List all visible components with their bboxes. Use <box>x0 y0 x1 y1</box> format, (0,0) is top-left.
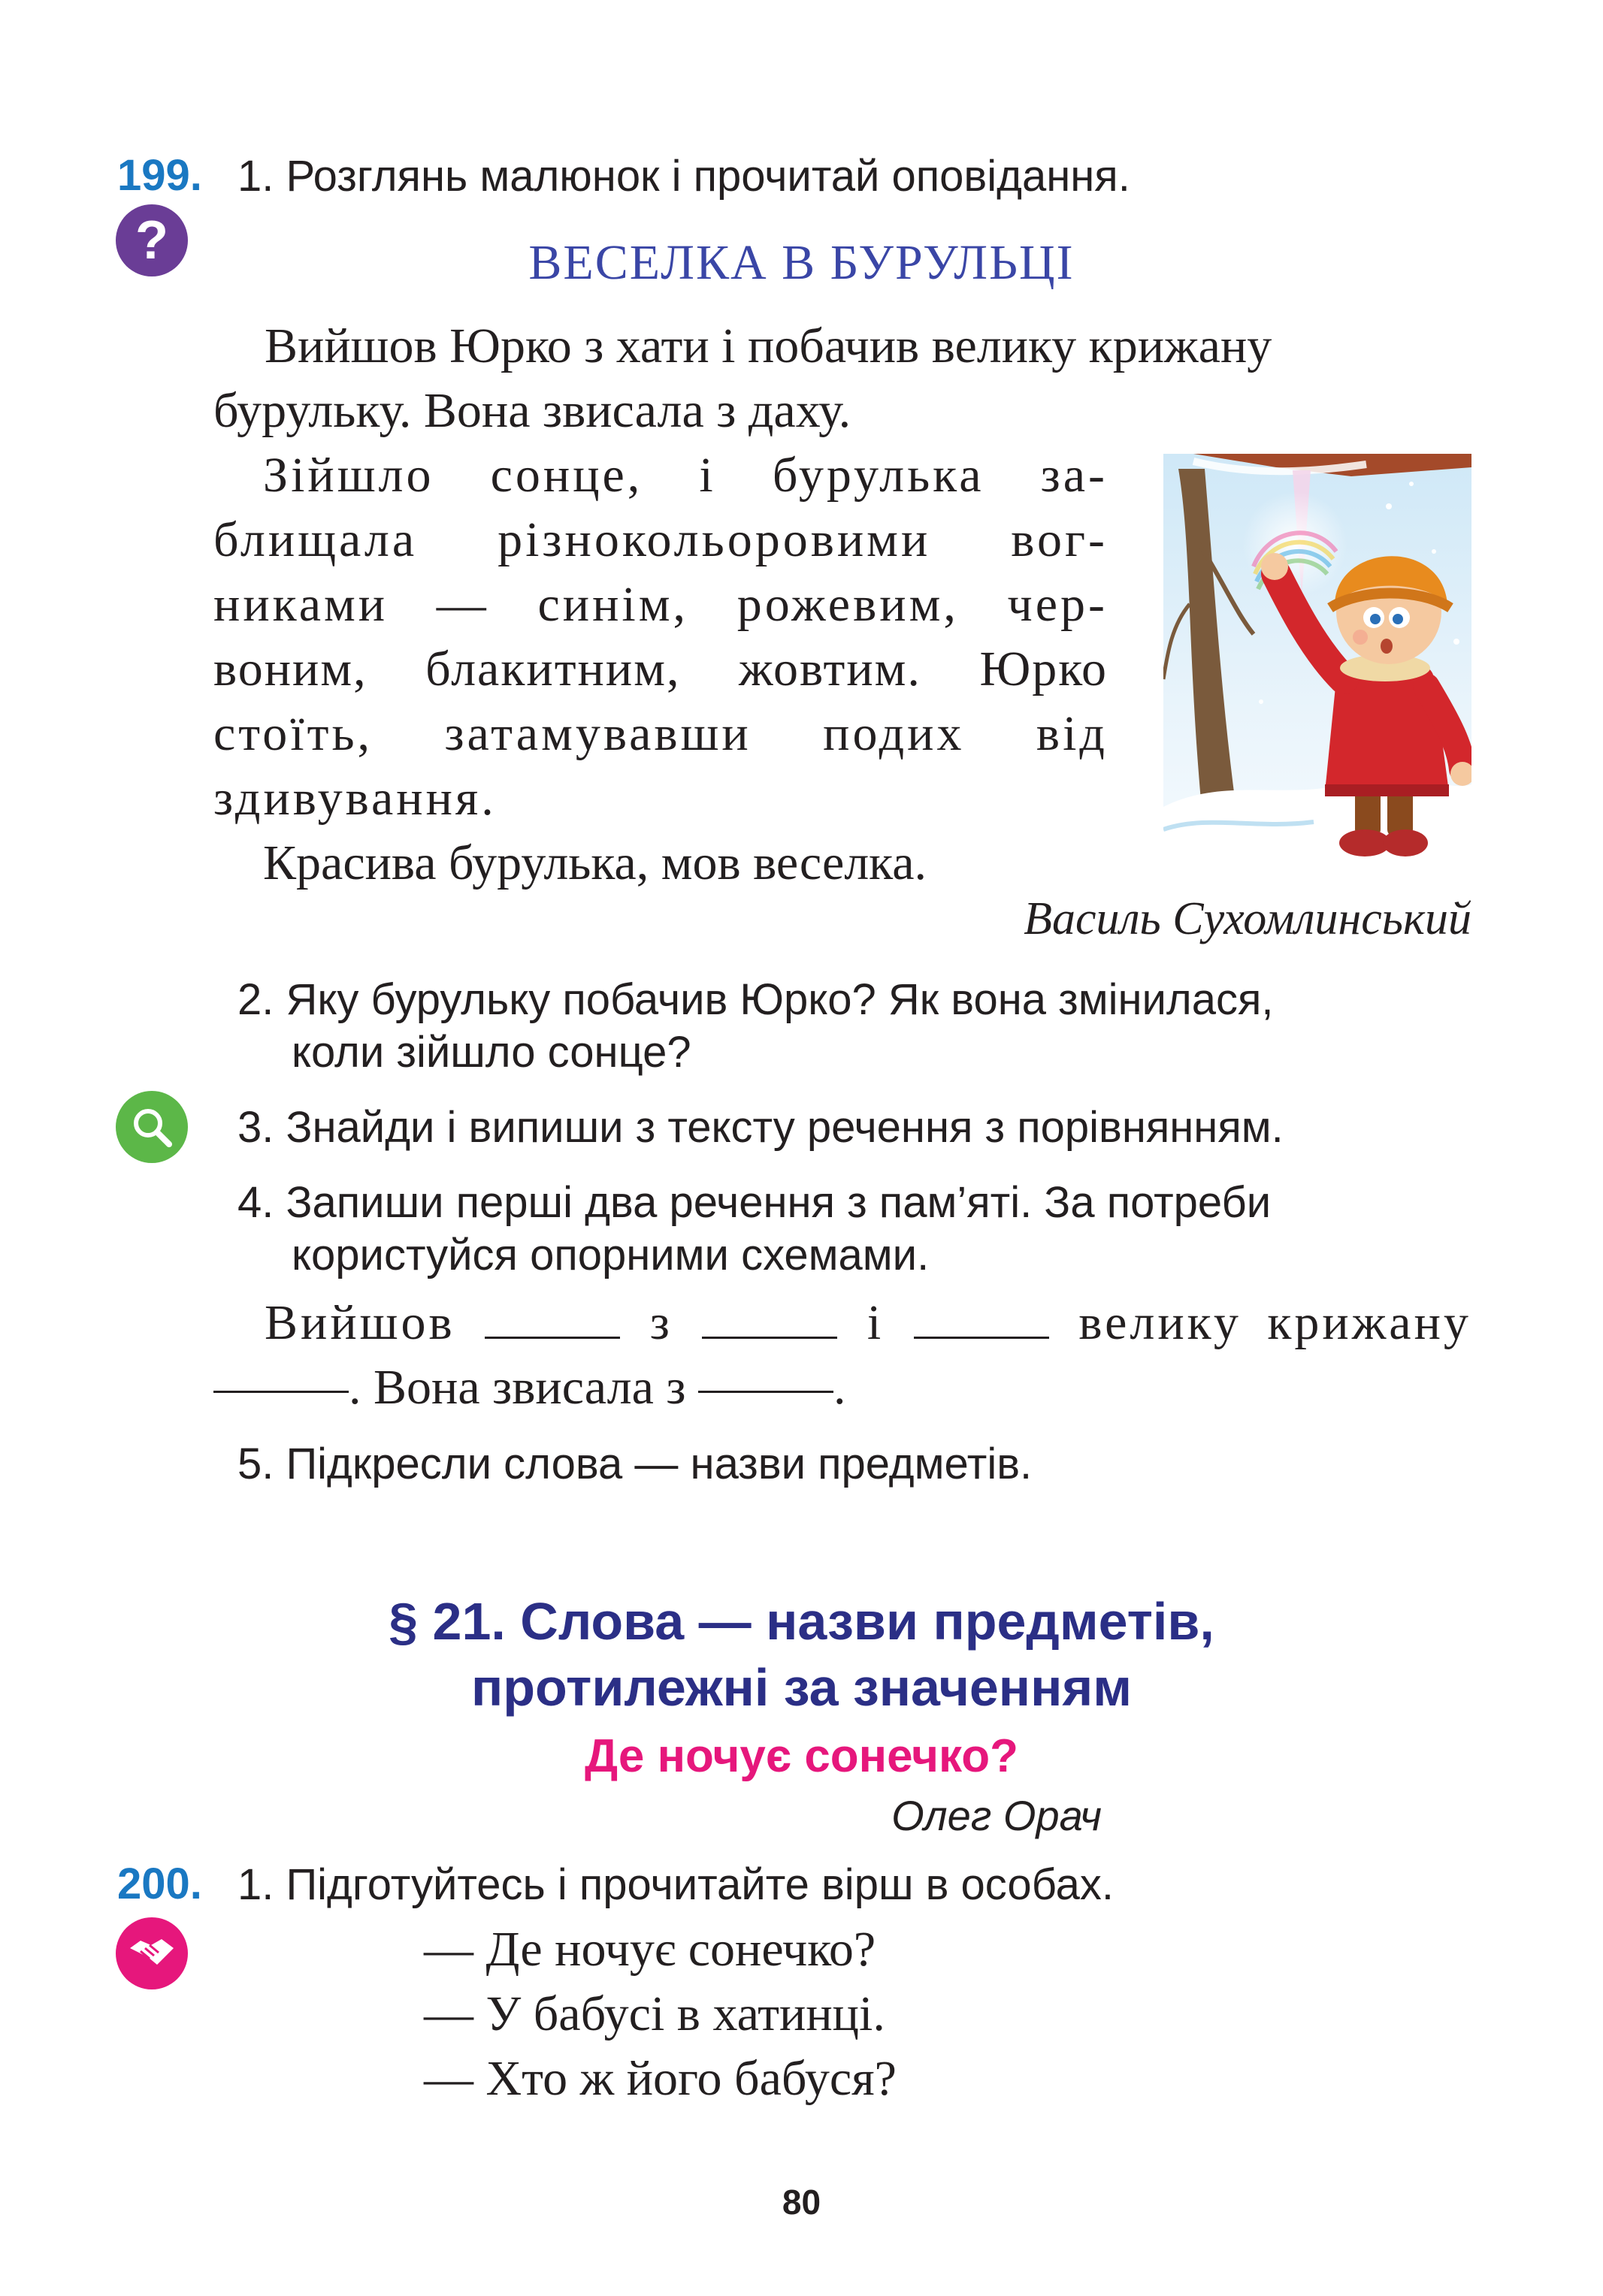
blank-1[interactable] <box>485 1337 620 1339</box>
story-line-1: Вийшов Юрко з хати і побачив велику крижану <box>265 319 1272 373</box>
poem-line-1: — Де ночує сонечко? <box>424 1922 876 1977</box>
story-line-2: бурульку. Вона звисала з даху. <box>213 383 851 438</box>
story-line-7: стоїть, затамувавши подих від <box>213 706 1108 761</box>
exercise-199-task-3: 3. Знайди і випиши з тексту речення з порівнянням. <box>237 1103 1284 1152</box>
poem-title: Де ночує сонечко? <box>584 1730 1019 1782</box>
exercise-number-199: 199. <box>117 151 202 200</box>
blank-2[interactable] <box>702 1337 837 1339</box>
exercise-199-task-4-line-2: користуйся опорними схемами. <box>292 1231 930 1279</box>
fill-in-line-2 <box>213 1355 845 1420</box>
story-line-6: воним, блакитним, жовтим. Юрко <box>213 642 1108 696</box>
exercise-number-200: 200. <box>117 1859 202 1908</box>
story-line-9: Красива бурулька, мов веселка. <box>263 835 927 890</box>
fill-period: . <box>833 1360 846 1415</box>
fill-phrase-1: . Вона звисала з <box>349 1360 686 1415</box>
story-line-3: Зійшло сонце, і бурулька за- <box>263 448 1108 503</box>
magnifier-icon <box>116 1091 188 1163</box>
story-line-8: здивування. <box>213 771 497 826</box>
question-icon: ? <box>116 204 188 276</box>
fill-word-1: Вийшов <box>265 1295 455 1350</box>
fill-in-line-1 <box>265 1291 1471 1355</box>
exercise-199-task-1: 1. Розглянь малюнок і прочитай оповідання. <box>237 152 1130 201</box>
fill-word-3: і <box>867 1295 885 1350</box>
exercise-199-task-2-line-2: коли зійшло сонце? <box>292 1028 691 1077</box>
story-line-4: блищала різнокольоровими вог- <box>213 512 1108 567</box>
poem-line-2: — У бабусі в хатинці. <box>424 1986 885 2041</box>
blank-4[interactable] <box>213 1391 349 1393</box>
story-title: ВЕСЕЛКА В БУРУЛЬЦІ <box>528 235 1075 290</box>
exercise-199-task-2-line-1: 2. Яку бурульку побачив Юрко? Як вона змінилася, <box>237 975 1274 1024</box>
exercise-199-task-5: 5. Підкресли слова — назви предметів. <box>237 1440 1033 1488</box>
section-title-line-1: § 21. Слова — назви предметів, <box>389 1592 1214 1651</box>
fill-word-2: з <box>649 1295 673 1350</box>
story-author: Василь Сухомлинський <box>1024 893 1471 944</box>
exercise-199-task-4-line-1: 4. Запиши перші два речення з пам’яті. За потреби <box>237 1178 1272 1227</box>
poem-line-3: — Хто ж його бабуся? <box>424 2051 897 2106</box>
page-number: 80 <box>782 2183 821 2222</box>
story-line-5: никами — синім, рожевим, чер- <box>213 577 1108 632</box>
illustration-boy-icicle <box>1163 454 1471 878</box>
blank-3[interactable] <box>914 1337 1049 1339</box>
blank-5[interactable] <box>698 1391 833 1393</box>
poem-author: Олег Орач <box>891 1792 1102 1839</box>
fill-word-4: велику крижану <box>1078 1295 1471 1350</box>
exercise-200-task-1: 1. Підготуйтесь і прочитайте вірш в особах. <box>237 1860 1114 1909</box>
section-title-line-2: протилежні за значенням <box>471 1658 1132 1717</box>
handshake-icon <box>116 1917 188 1989</box>
